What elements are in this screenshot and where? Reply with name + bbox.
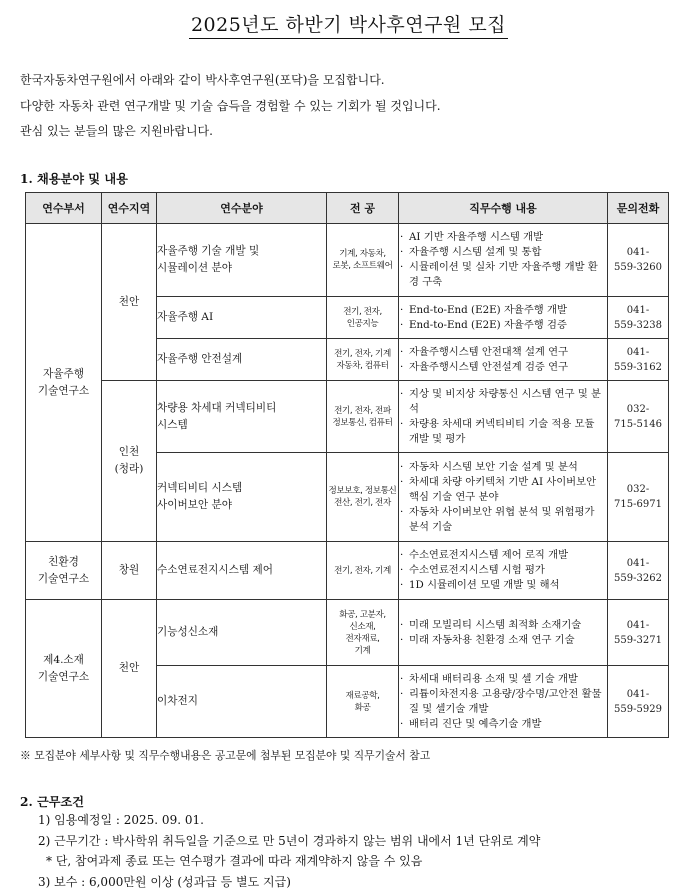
duty-item: · 지상 및 비지상 차량통신 시스템 연구 및 분석 [399, 387, 607, 417]
region-name: (청라) [114, 463, 144, 475]
major-text: 전기, 전자, 전파 [334, 405, 391, 416]
major-cell [327, 381, 399, 453]
department-cell [26, 542, 102, 600]
duties-cell [399, 339, 608, 381]
field-text: 이차전지 [157, 695, 198, 707]
major-text: 재료공학, [345, 690, 380, 701]
duty-item: · 미래 자동차용 친환경 소재 연구 기술 [399, 633, 607, 648]
intro-line: 관심 있는 분들의 많은 지원바랍니다. [20, 124, 213, 138]
department-name: 제4.소재 [43, 653, 84, 666]
duty-item: · 자동차 사이버보안 위협 분석 및 위험평가 분석 기술 [399, 505, 607, 535]
page-title: 2025년도 하반기 박사후연구원 모집 [189, 10, 508, 39]
department-name: 친환경 [48, 555, 79, 568]
major-text: 화공 [354, 702, 371, 713]
phone-cell [608, 381, 669, 453]
major-cell [327, 224, 399, 297]
duty-item: · 차세대 배터리용 소재 및 셀 기술 개발 [399, 672, 607, 687]
region-name: 창원 [118, 564, 140, 576]
table-row [26, 542, 669, 600]
phone-text: 041- [626, 557, 650, 569]
title-wrap [0, 10, 697, 39]
major-text: 기계 [354, 645, 371, 656]
phone-cell [608, 453, 669, 542]
phone-text: 041- [626, 346, 650, 358]
duties-cell [399, 224, 608, 297]
phone-text: 041- [626, 688, 650, 700]
duty-item: · 차량용 차세대 커넥티비티 기술 적용 모듈 개발 및 평가 [399, 417, 607, 447]
table-footnote: ※ 모집분야 세부사항 및 직무수행내용은 공고문에 첨부된 모집분야 및 직무기술서 참고 [20, 749, 431, 762]
field-text: 자율주행 기술 개발 및 [157, 245, 260, 257]
condition-period-note: * 단, 참여과제 종료 또는 연수평가 결과에 따라 재계약하지 않을 수 있음 [46, 854, 423, 868]
major-text: 정보보호, 정보통신 [328, 486, 397, 496]
region-name: 인천 [118, 446, 140, 458]
major-text: 전자재료, [345, 633, 380, 644]
field-text: 기능성신소재 [157, 626, 219, 638]
major-text: 인공지능 [346, 318, 379, 329]
major-text: 로봇, 소프트웨어 [332, 261, 393, 271]
phone-cell [608, 224, 669, 297]
intro-paragraph [20, 68, 441, 145]
table-row [26, 600, 669, 666]
duty-item: · 배터리 진단 및 예측기술 개발 [399, 717, 607, 732]
department-cell [26, 600, 102, 738]
duty-item: · 수소연료전지시스템 제어 로직 개발 [399, 548, 607, 563]
major-text: 전기, 전자, 기계 [334, 348, 391, 359]
region-cell [102, 381, 157, 542]
duties-cell [399, 600, 608, 666]
major-text: 자동차, 컴퓨터 [336, 360, 389, 371]
phone-cell [608, 542, 669, 600]
field-text: 시스템 [157, 418, 188, 431]
duty-item: · 자율주행시스템 안전설계 검증 연구 [399, 360, 607, 375]
field-cell [157, 339, 327, 381]
region-cell [102, 600, 157, 738]
table-header-row [26, 193, 669, 224]
phone-text: 041- [626, 304, 650, 316]
condition-start-date: 1) 임용예정일 : 2025. 09. 01. [38, 813, 204, 827]
header-major: 전 공 [327, 193, 399, 224]
field-text: 수소연료전지시스템 제어 [157, 564, 273, 576]
recruitment-table [25, 192, 669, 738]
duty-item: · End-to-End (E2E) 자율주행 개발 [399, 303, 607, 318]
duties-cell [399, 297, 608, 339]
department-name: 자율주행 [43, 367, 84, 380]
phone-text: 559-5929 [614, 703, 662, 715]
phone-text: 715-5146 [614, 418, 662, 430]
field-text: 자율주행 안전설계 [157, 353, 243, 365]
department-name: 기술연구소 [37, 670, 90, 683]
major-cell [327, 600, 399, 666]
region-cell [102, 224, 157, 381]
phone-text: 559-3162 [614, 361, 662, 373]
condition-period: 2) 근무기간 : 박사학위 취득일을 기준으로 만 5년이 경과하지 않는 범위 내에서 1년 단위로 계약 [38, 834, 541, 848]
major-cell [327, 339, 399, 381]
duty-item: · 자율주행 시스템 설계 및 통합 [399, 245, 607, 260]
table-row [26, 224, 669, 297]
major-cell [327, 297, 399, 339]
phone-cell [608, 297, 669, 339]
major-text: 기계, 자동차, [339, 249, 386, 259]
major-text: 전산, 전기, 전자 [334, 498, 391, 508]
phone-cell [608, 666, 669, 738]
header-region: 연수지역 [102, 193, 157, 224]
field-cell [157, 666, 327, 738]
duty-item: · 리튬이차전지용 고용량/장수명/고안전 활물질 및 셀기술 개발 [399, 687, 607, 717]
phone-text: 041- [626, 619, 650, 631]
duty-item: · 자율주행시스템 안전대책 설계 연구 [399, 345, 607, 360]
phone-cell [608, 339, 669, 381]
header-phone: 문의전화 [608, 193, 669, 224]
field-text: 사이버보안 분야 [157, 499, 233, 511]
phone-text: 559-3262 [614, 572, 662, 584]
phone-text: 032- [626, 484, 650, 495]
field-cell [157, 600, 327, 666]
intro-line: 다양한 자동차 관련 연구개발 및 기술 습득을 경험할 수 있는 기회가 될 것입니다. [20, 98, 441, 113]
condition-salary: 3) 보수 : 6,000만원 이상 (성과급 등 별도 지급) [38, 875, 291, 889]
department-name: 기술연구소 [37, 384, 90, 397]
duty-item: · 차세대 차량 아키텍처 기반 AI 사이버보안 핵심 기술 연구 분야 [399, 475, 607, 505]
major-cell [327, 666, 399, 738]
major-text: 신소재, [349, 621, 376, 632]
field-text: 차량용 차세대 커넥티비티 [157, 401, 277, 414]
duties-cell [399, 542, 608, 600]
header-department: 연수부서 [26, 193, 102, 224]
phone-text: 041- [626, 247, 650, 258]
field-cell [157, 297, 327, 339]
department-name: 기술연구소 [37, 572, 90, 585]
duties-cell [399, 381, 608, 453]
section-title-recruitment: 1. 채용분야 및 내용 [20, 172, 128, 186]
table-row [26, 381, 669, 453]
field-cell [157, 381, 327, 453]
department-cell [26, 224, 102, 542]
major-cell [327, 542, 399, 600]
duty-item: · 자동차 시스템 보안 기술 설계 및 분석 [399, 460, 607, 475]
field-cell [157, 224, 327, 297]
intro-line: 한국자동차연구원에서 아래와 같이 박사후연구원(포닥)을 모집합니다. [20, 73, 385, 87]
duty-item: · 시뮬레이션 및 실차 기반 자율주행 개발 환경 구축 [399, 260, 607, 290]
header-field: 연수분야 [157, 193, 327, 224]
phone-text: 559-3271 [614, 634, 662, 646]
major-text: 화공, 고분자, [339, 609, 386, 620]
phone-text: 559-3260 [614, 262, 662, 273]
duty-item: · 1D 시뮬레이션 모델 개발 및 해석 [399, 578, 607, 593]
duty-item: · AI 기반 자율주행 시스템 개발 [399, 230, 607, 245]
region-name: 천안 [118, 662, 140, 674]
field-text: 자율주행 AI [157, 311, 214, 323]
region-name: 천안 [118, 295, 140, 308]
phone-text: 032- [626, 403, 650, 415]
major-text: 전기, 전자, 기계 [334, 565, 391, 576]
duty-item: · End-to-End (E2E) 자율주행 검증 [399, 318, 607, 333]
duty-item: · 수소연료전지시스템 시험 평가 [399, 563, 607, 578]
major-text: 전기, 전자, [343, 306, 382, 317]
header-duties: 직무수행 내용 [399, 193, 608, 224]
region-cell [102, 542, 157, 600]
phone-text: 559-3238 [614, 319, 662, 331]
duties-cell [399, 453, 608, 542]
field-text: 시뮬레이션 분야 [157, 262, 233, 274]
phone-text: 715-6971 [614, 499, 662, 510]
field-cell [157, 453, 327, 542]
section-title-conditions: 2. 근무조건 [20, 795, 85, 809]
major-cell [327, 453, 399, 542]
duty-item: · 미래 모빌리티 시스템 최적화 소재기술 [399, 618, 607, 633]
field-cell [157, 542, 327, 600]
duties-cell [399, 666, 608, 738]
major-text: 정보통신, 컴퓨터 [332, 417, 393, 428]
phone-cell [608, 600, 669, 666]
field-text: 커넥티비티 시스템 [157, 482, 243, 494]
